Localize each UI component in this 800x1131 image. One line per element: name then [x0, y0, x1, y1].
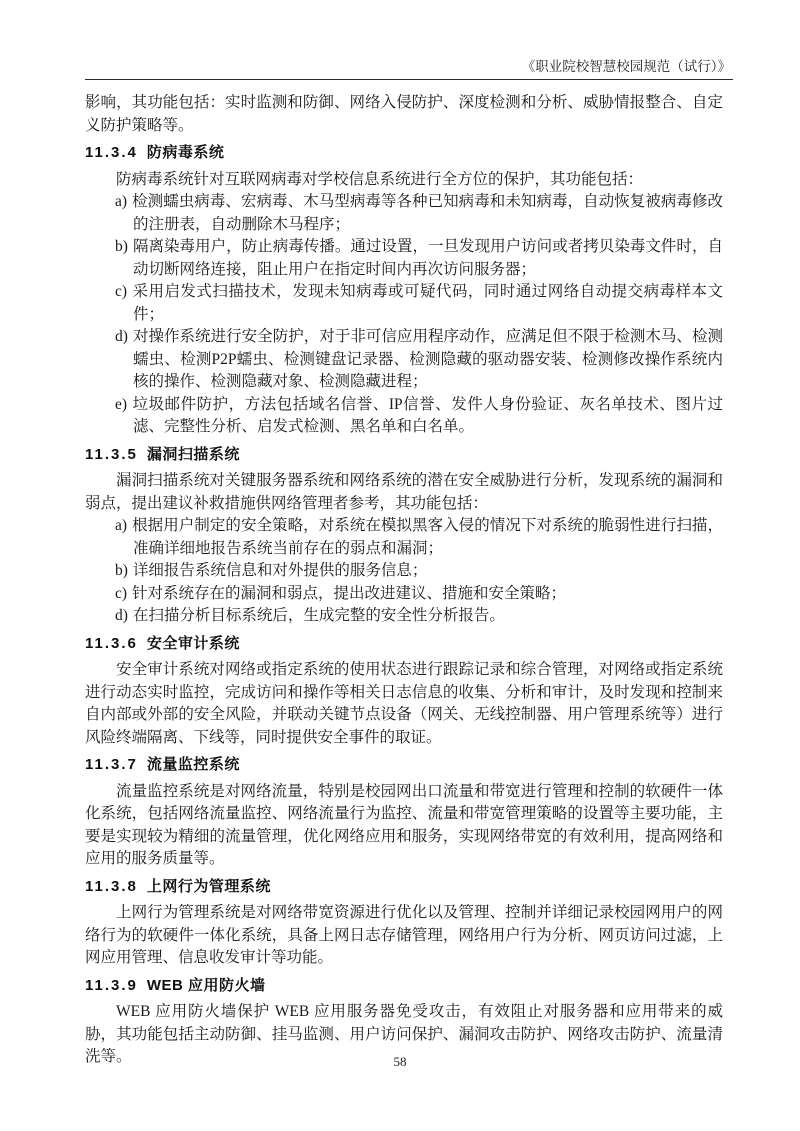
section-heading-11-3-6 — [85, 633, 723, 656]
list-item-d — [85, 326, 723, 394]
section-title: 上网行为管理系统 — [146, 877, 271, 895]
list-item-text: 隔离染毒用户，防止病毒传播。通过设置，一旦发现用户访问或者拷贝染毒文件时，自动切断网络连接，阻止用户在指定时间内再次访问服务器； — [132, 238, 723, 278]
section-paragraph: 流量监控系统是对网络流量，特别是校园网出口流量和带宽进行管理和控制的软硬件一体化系统，包括网络流量监控、网络流量行为监控、流量和带宽管理策略的设置等主要功能，主要是实现较为精细的流量管理，优化网络应用和服务，实现网络带宽的有效利用，提高网络和应用的服务质量等。 — [85, 782, 723, 867]
header-divider-line — [85, 79, 733, 80]
section-title: 漏洞扫描系统 — [146, 445, 240, 463]
list-item-marker: b) — [115, 562, 128, 579]
running-header — [85, 58, 731, 75]
list-item-text: 对操作系统进行安全防护，对于非可信应用程序动作，应满足但不限于检测木马、检测蠕虫、检测P2P蠕虫、检测键盘记录器、检测隐藏的驱动器安装、检测修改操作系统内核的操作、检测隐藏对象、检测隐藏进程； — [132, 328, 723, 390]
section-paragraph: 防病毒系统针对互联网病毒对学校信息系统进行全方位的保护，其功能包括： — [116, 170, 644, 188]
list-item-a — [85, 191, 723, 236]
list-item-marker: a) — [115, 517, 128, 534]
list-item-c — [85, 281, 723, 326]
continuation-paragraph: 影响，其功能包括：实时监测和防御、网络入侵防护、深度检测和分析、威胁情报整合、自定义防护策略等。 — [85, 94, 723, 134]
list-item-text: 详细报告系统信息和对外提供的服务信息； — [132, 562, 428, 579]
list-item-marker: c) — [115, 584, 128, 602]
list-item-text: 根据用户制定的安全策略，对系统在模拟黑客入侵的情况下对系统的脆弱性进行扫描，准确详细地报告系统当前存在的弱点和漏洞； — [132, 517, 723, 557]
section-title: WEB 应用防火墙 — [146, 976, 266, 994]
running-header-title: 《职业院校智慧校园规范（试行）》 — [521, 59, 731, 74]
section-title: 防病毒系统 — [146, 144, 225, 161]
section-heading-11-3-9 — [85, 975, 723, 998]
section-paragraph: WEB 应用防火墙保护 WEB 应用服务器免受攻击，有效阻止对服务器和应用带来的威胁，其功能包括主动防御、挂马监测、用户访问保护、漏洞攻击防护、网络攻击防护、流量清洗等。 — [85, 1003, 723, 1065]
section-number: 11.3.9 — [85, 976, 138, 994]
section-heading-11-3-5 — [85, 444, 723, 467]
list-item-e — [85, 394, 723, 439]
list-item-marker: b) — [115, 238, 128, 255]
section-paragraph: 漏洞扫描系统对关键服务器系统和网络系统的潜在安全威胁进行分析，发现系统的漏洞和弱点，提出建议补救措施供网络管理者参考，其功能包括： — [85, 472, 723, 512]
document-content — [85, 92, 723, 1069]
page-footer — [0, 1054, 800, 1069]
sections-container — [85, 142, 723, 1069]
list-item-marker: a) — [115, 193, 128, 210]
list-item-text: 检测蠕虫病毒、宏病毒、木马型病毒等各种已知病毒和未知病毒，自动恢复被病毒修改的注册表，自动删除木马程序； — [132, 193, 723, 233]
list-item-text: 采用启发式扫描技术，发现未知病毒或可疑代码，同时通过网络自动提交病毒样本文件； — [132, 283, 723, 323]
list-item-marker: c) — [115, 283, 128, 300]
list-item-d — [85, 605, 723, 628]
list-item-b — [85, 236, 723, 281]
section-title: 安全审计系统 — [146, 634, 240, 652]
section-heading-11-3-8 — [85, 876, 723, 899]
list-item-a — [85, 515, 723, 560]
page-number: 58 — [393, 1054, 407, 1069]
list-item-marker: e) — [115, 395, 128, 413]
section-number: 11.3.5 — [85, 445, 138, 463]
list-item-b — [85, 560, 723, 583]
section-paragraph: 安全审计系统对网络或指定系统的使用状态进行跟踪记录和综合管理，对网络或指定系统进行动态实时监控，完成访问和操作等相关日志信息的收集、分析和审计，及时发现和控制来自内部或外部的安全风险，并联动关键节点设备（网关、无线控制器、用户管理系统等）进行风险终端隔离、下线等，同时提供安全事件的取证。 — [85, 661, 723, 746]
list-item-text: 针对系统存在的漏洞和弱点，提出改进建议、措施和安全策略； — [132, 584, 567, 602]
section-paragraph: 上网行为管理系统是对网络带宽资源进行优化以及管理、控制并详细记录校园网用户的网络行为的软硬件一体化系统，具备上网日志存储管理，网络用户行为分析、网页访问过滤，上网应用管理、信息收发审计等功能。 — [85, 904, 723, 966]
section-heading-11-3-7 — [85, 754, 723, 777]
list-item-marker: d) — [115, 328, 128, 345]
section-number: 11.3.7 — [85, 756, 138, 773]
section-title: 流量监控系统 — [146, 756, 240, 773]
list-item-text: 在扫描分析目标系统后，生成完整的安全性分析报告。 — [132, 607, 505, 624]
section-number: 11.3.8 — [85, 877, 138, 895]
section-number: 11.3.6 — [85, 634, 138, 652]
list-item-marker: d) — [115, 607, 128, 624]
list-item-c — [85, 583, 723, 606]
section-number: 11.3.4 — [85, 144, 138, 161]
section-heading-11-3-4 — [85, 142, 723, 165]
list-item-text: 垃圾邮件防护，方法包括域名信誉、IP信誉、发件人身份验证、灰名单技术、图片过滤、完整性分析、启发式检测、黑名单和白名单。 — [132, 395, 723, 435]
